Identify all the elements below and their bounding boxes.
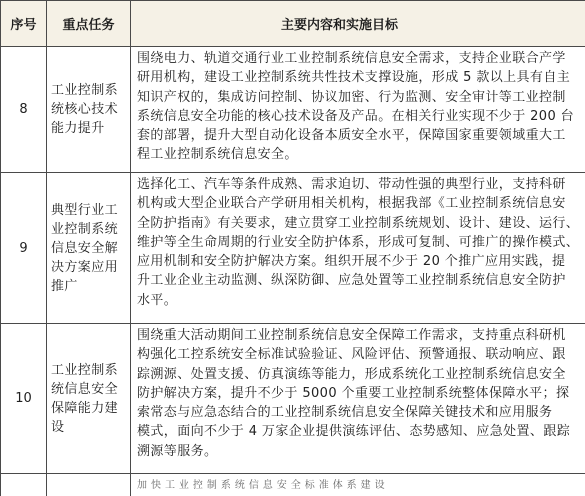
row-task: 工业控制系统信息安全保障能力建设 — [47, 324, 131, 474]
content-line: 围绕重大活动期间工业控制系统信息安全保障工作需求，支持重点科研机 — [137, 328, 566, 343]
header-content: 主要内容和实施目标 — [131, 1, 585, 47]
row-task — [47, 474, 131, 496]
table-row — [1, 47, 585, 173]
table-row — [1, 324, 585, 474]
content-line-cut: 加 快 工 业 控 制 系 统 信 息 安 全 标 准 体 系 建 设 — [137, 480, 386, 491]
table-row-partial — [1, 474, 585, 496]
content-line: 应用机制和安全防护解决方案。组织开展不少于 20 个推广应用实践，提 — [137, 254, 566, 270]
content-line: 升工业企业主动监测、纵深防御、应急处置等工业控制系统信息安全防护 — [137, 273, 566, 289]
content-line: 水平。 — [137, 292, 178, 308]
content-line: 程工业控制系统信息安全。 — [137, 147, 298, 163]
content-line: 机构或大型企业联合产学研用相关机构，根据我部《工业控制系统信息安 — [137, 196, 566, 212]
row-task: 工业控制系统核心技术能力提升 — [47, 47, 131, 173]
row-number — [1, 474, 47, 496]
table-header-row — [1, 1, 585, 47]
content-line: 维护等全生命周期的行业安全防护体系，形成可复制、可推广的操作模式、 — [137, 234, 580, 250]
content-line: 防护解决方案，提升不少于 5000 个重要工业控制系统整体保障水平；探 — [137, 385, 570, 401]
row-number: 9 — [1, 173, 47, 324]
row-number: 8 — [1, 47, 47, 173]
row-content — [131, 324, 585, 474]
content-line: 研用机构，建设工业控制系统共性技术支撑设施，形成 5 款以上具有自主 — [137, 70, 571, 86]
content-line: 溯源等服务。 — [137, 443, 218, 459]
row-content — [131, 47, 585, 173]
content-line: 套的部署，提升大型自动化设备本质安全水平，保障国家重要领域重大工 — [137, 128, 566, 144]
content-line: 索常态与应急态结合的工业控制系统信息安全保障关键技术和应用服务 — [137, 405, 553, 421]
content-line: 知识产权的，集成访问控制、协议加密、行为监测、安全审计等工业控制 — [137, 89, 566, 105]
header-serial: 序号 — [1, 1, 47, 47]
content-line: 选择化工、汽车等条件成熟、需求迫切、带动性强的典型行业，支持科研 — [137, 177, 566, 192]
content-line: 围绕电力、轨道交通行业工业控制系统信息安全需求，支持企业联合产学 — [137, 51, 566, 66]
row-content — [131, 173, 585, 324]
header-task: 重点任务 — [47, 1, 131, 47]
content-line: 系统信息安全功能的核心技术设备及产品。在相关行业实现不少于 200 台 — [137, 108, 575, 124]
row-content — [131, 474, 585, 496]
row-number: 10 — [1, 324, 47, 474]
content-line: 全防护指南》有关要求，建立贯穿工业控制系统规划、设计、建设、运行、 — [137, 215, 580, 231]
content-line: 构强化工控系统安全标准试验验证、风险评估、预警通报、联动响应、跟 — [137, 347, 566, 363]
content-line: 模式，面向不少于 4 万家企业提供演练评估、态势感知、应急处置、跟踪 — [137, 424, 571, 440]
row-task: 典型行业工业控制系统信息安全解决方案应用推广 — [47, 173, 131, 324]
content-line: 踪溯源、处置支援、仿真演练等能力，形成系统化工业控制系统信息安全 — [137, 366, 566, 382]
table-row — [1, 173, 585, 324]
